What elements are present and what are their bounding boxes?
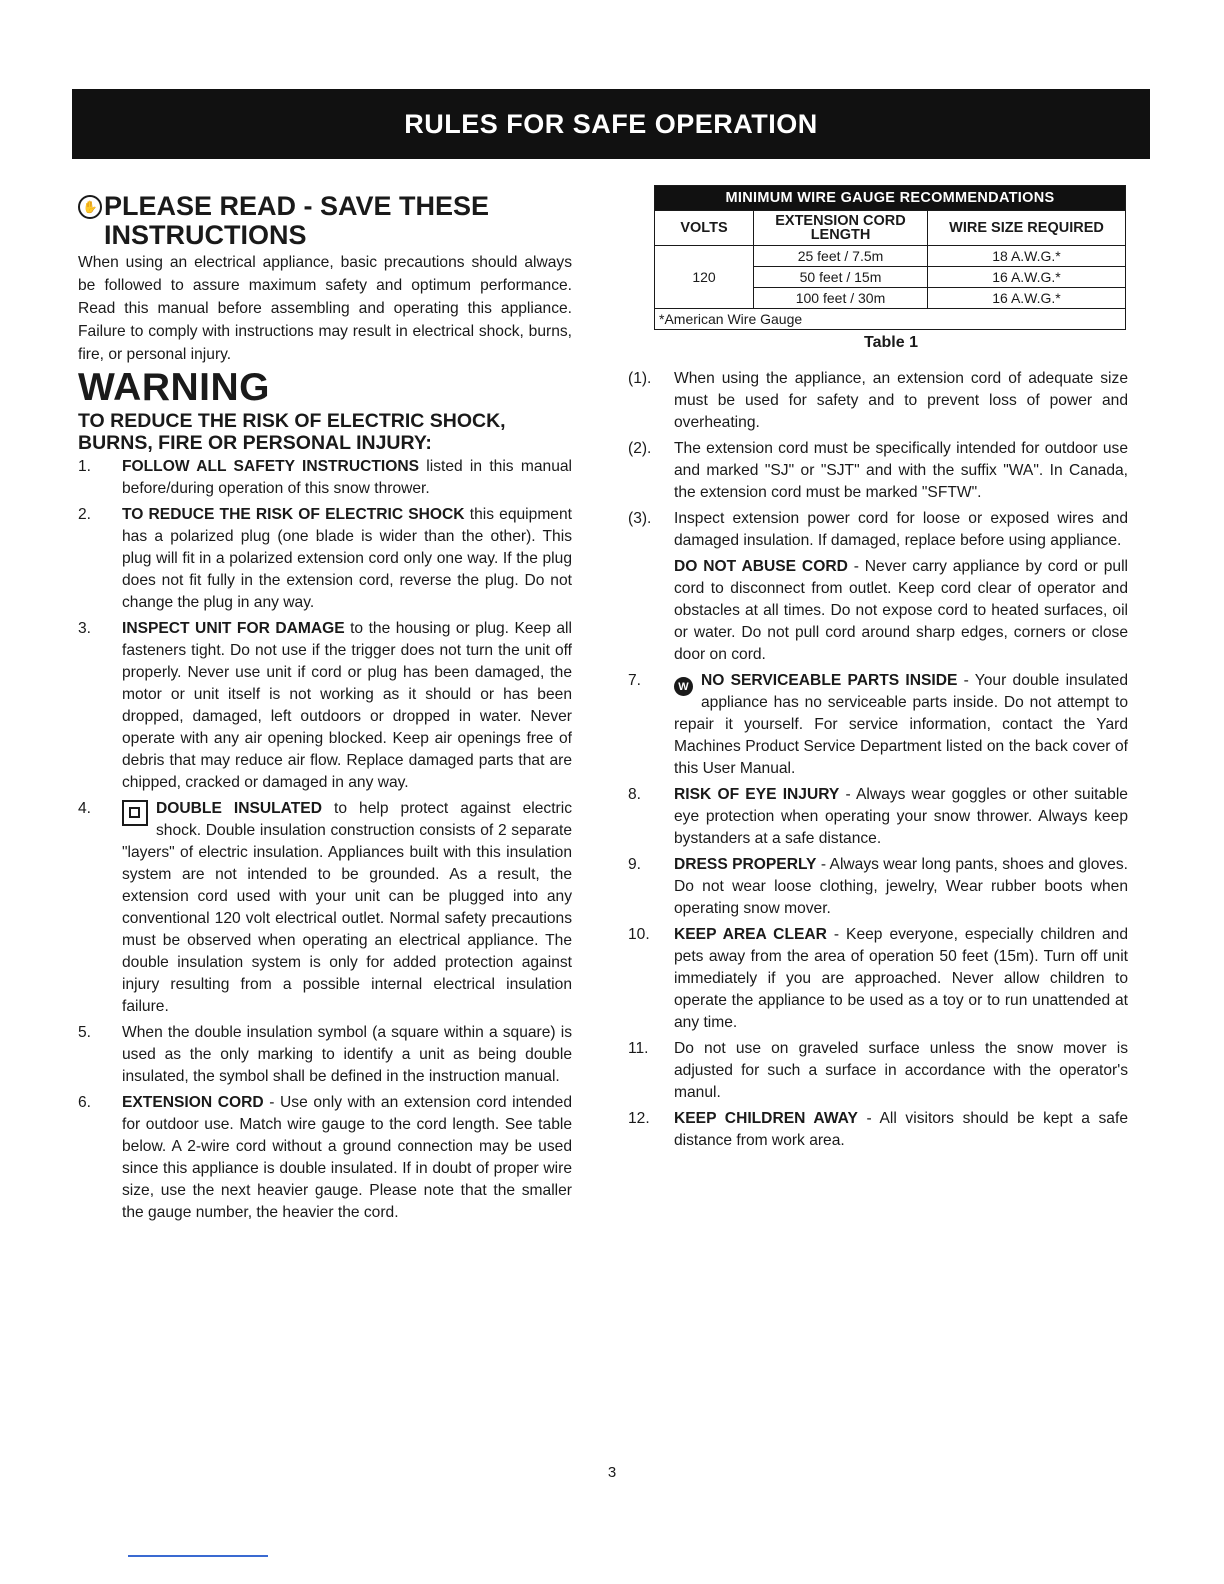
- item-bold-lead: KEEP AREA CLEAR: [674, 926, 827, 943]
- length-cell: 50 feet / 15m: [754, 267, 928, 288]
- item-number: 7.: [628, 672, 642, 689]
- item-text: When the double insulation symbol (a square within a square) is used as the only marking to identify a unit as being double insulated, the symbol shall be defined in the instruction manual.: [122, 1024, 572, 1085]
- list-item: [628, 438, 1128, 504]
- item-text: this equipment has a polarized plug (one blade is wider than the other). This plug will fit in a polarized extension cord only one way. If the plug does not fit fully in the extension cord, reverse the plug. Do not change the plug in any way.: [122, 506, 572, 611]
- list-item: [628, 508, 1128, 552]
- item-bold-lead: RISK OF EYE INJURY: [674, 786, 840, 803]
- item-text: When using the appliance, an extension cord of adequate size must be used for safety and to prevent loss of power and overheating.: [674, 370, 1128, 431]
- list-item: [628, 368, 1128, 434]
- size-cell: 16 A.W.G.*: [928, 288, 1126, 309]
- item-number: 4.: [78, 800, 92, 817]
- page-number: 3: [607, 1464, 617, 1481]
- item-bold-lead: DOUBLE INSULATED: [156, 800, 322, 817]
- item-number: 1.: [78, 458, 92, 475]
- right-rules-list-2: [628, 670, 1128, 1152]
- size-cell: 16 A.W.G.*: [928, 267, 1126, 288]
- list-item: [628, 854, 1128, 920]
- double-insulated-icon: [122, 800, 148, 826]
- header-size: WIRE SIZE REQUIRED: [928, 211, 1126, 246]
- item-text: to the housing or plug. Keep all fasteners tight. Do not use if the trigger does not turn the unit off properly. Never use unit if cord or plug has been damaged, the motor or unit itself is not working as it should or has been dropped, damaged, left outdoors or dropped in water. Never operate with any air opening blocked. Keep air openings free of debris that may reduce air flow. Replace damaged parts that are chipped, cracked or damaged in any way.: [122, 620, 572, 791]
- item-text: to help protect against electric shock. Double insulation construction consists of 2 separate "layers" of electric insulation. Appliances built with this insulation system are not intended to be grounded. As a result, the extension cord used with your unit can be plugged into any conventional 120 volt electrical outlet. Normal safety precautions must be observed when operating an electrical appliance. The double insulation system is only for added protection against injury resulting from a possible internal electrical insulation failure.: [122, 800, 572, 1015]
- risk-heading: TO REDUCE THE RISK OF ELECTRIC SHOCK, BURNS, FIRE OR PERSONAL INJURY:: [78, 410, 506, 454]
- item-bold-lead: EXTENSION CORD: [122, 1094, 264, 1111]
- item-bold-lead: INSPECT UNIT FOR DAMAGE: [122, 620, 345, 637]
- item-text: - Use only with an extension cord intended for outdoor use. Match wire gauge to the cord length. See table below. A 2-wire cord without a ground connection may be used since this appliance is double insulated. If in doubt of proper wire size, use the next heavier gauge. Please note that the smaller the gauge number, the heavier the cord.: [122, 1094, 573, 1221]
- item-text: - Always wear goggles or other suitable eye protection when operating your snow thrower. Always keep bystanders at a safe distance.: [674, 786, 1128, 847]
- warning-title: WARNING: [78, 366, 270, 409]
- item-text: - Always wear long pants, shoes and gloves. Do not wear loose clothing, jewelry, Wear rubber boots when operating snow mover.: [674, 856, 1128, 917]
- table-footnote: *American Wire Gauge: [655, 309, 1126, 330]
- right-rules-list: [628, 368, 1128, 552]
- list-item: [78, 456, 572, 500]
- list-item: [628, 1038, 1128, 1104]
- item-bold-lead: NO SERVICEABLE PARTS INSIDE: [701, 672, 958, 689]
- list-item: [78, 504, 572, 614]
- left-column: [78, 192, 572, 1228]
- item-number: 10.: [628, 926, 650, 943]
- item-bold-lead: TO REDUCE THE RISK OF ELECTRIC SHOCK: [122, 506, 465, 523]
- wire-gauge-table: [654, 185, 1126, 330]
- item-number: 12.: [628, 1110, 650, 1127]
- abuse-bold-lead: DO NOT ABUSE CORD: [674, 558, 848, 575]
- item-text: - Keep everyone, especially children and pets away from the area of operation 50 feet (15m). Turn off unit immediately if you are approached. Never allow children to operate the appliance to be used as a toy or to run unattended at any time.: [674, 926, 1128, 1031]
- item-number: (2).: [628, 440, 652, 457]
- item-number: 8.: [628, 786, 642, 803]
- item-number: 9.: [628, 856, 642, 873]
- length-cell: 25 feet / 7.5m: [754, 246, 928, 267]
- left-rules-list: [78, 456, 572, 1224]
- list-item: [628, 924, 1128, 1034]
- banner-title: RULES FOR SAFE OPERATION: [404, 108, 818, 139]
- size-cell: 18 A.W.G.*: [928, 246, 1126, 267]
- item-text: listed in this manual before/during operation of this snow thrower.: [122, 458, 573, 497]
- caution-symbol-icon: ✋: [78, 195, 102, 219]
- item-text: The extension cord must be specifically intended for outdoor use and marked "SJ" or "SJT" and with the suffix "WA". In Canada, the extension cord must be marked "SFTW".: [674, 440, 1128, 501]
- volts-cell: 120: [655, 246, 754, 309]
- header-length: EXTENSION CORD LENGTH: [754, 211, 928, 246]
- item-bold-lead: KEEP CHILDREN AWAY: [674, 1110, 858, 1127]
- table-title: MINIMUM WIRE GAUGE RECOMMENDATIONS: [655, 186, 1126, 211]
- abuse-text: - Never carry appliance by cord or pull cord to disconnect from outlet. Keep cord clear of operator and obstacles at all times. Do not expose cord to heated surfaces, oil or water. Do not pull cord around sharp edges, corners or close door on cord.: [674, 558, 1128, 663]
- save-heading-line2: INSTRUCTIONS: [104, 220, 307, 250]
- list-item: [628, 1108, 1128, 1152]
- bottom-link-underline: [128, 1555, 268, 1557]
- list-item: [78, 798, 572, 1018]
- item-text: - All visitors should be kept a safe distance from work area.: [674, 1110, 1128, 1149]
- right-column: [628, 185, 1128, 1156]
- list-item: [78, 1092, 572, 1224]
- item-bold-lead: FOLLOW ALL SAFETY INSTRUCTIONS: [122, 458, 419, 475]
- page-banner: [72, 89, 1150, 159]
- item-text: Do not use on graveled surface unless the snow mover is adjusted for such a surface in accordance with the operator's manul.: [674, 1040, 1128, 1101]
- item-number: (1).: [628, 370, 652, 387]
- save-heading-line1: PLEASE READ - SAVE THESE: [104, 191, 490, 221]
- item-number: 2.: [78, 506, 92, 523]
- list-item: [78, 618, 572, 794]
- intro-paragraph: When using an electrical appliance, basic precautions should always be followed to assure maximum safety and optimum performance. Read this manual before assembling and operating this appliance. Failure to comply with instructions may result in electrical shock, burns, fire, or personal injury.: [78, 254, 572, 363]
- item-text: Inspect extension power cord for loose or exposed wires and damaged insulation. If damaged, replace before using appliance.: [674, 510, 1128, 549]
- list-item: [628, 784, 1128, 850]
- warning-w-icon: W: [674, 677, 693, 696]
- save-instructions-heading: [78, 192, 572, 250]
- item-number: 11.: [628, 1040, 649, 1057]
- abuse-cord-paragraph: [628, 556, 1128, 666]
- item-bold-lead: DRESS PROPERLY: [674, 856, 817, 873]
- list-item: [78, 1022, 572, 1088]
- item-text: - Your double insulated appliance has no serviceable parts inside. Do not attempt to repair it yourself. For service information, contact the Yard Machines Product Service Department listed on the back cover of this User Manual.: [674, 672, 1128, 777]
- table-caption: Table 1: [864, 334, 918, 351]
- item-number: (3).: [628, 510, 652, 527]
- header-volts: VOLTS: [655, 211, 754, 246]
- item-number: 5.: [78, 1024, 92, 1041]
- item-number: 3.: [78, 620, 92, 637]
- item-number: 6.: [78, 1094, 92, 1111]
- length-cell: 100 feet / 30m: [754, 288, 928, 309]
- list-item: [628, 670, 1128, 780]
